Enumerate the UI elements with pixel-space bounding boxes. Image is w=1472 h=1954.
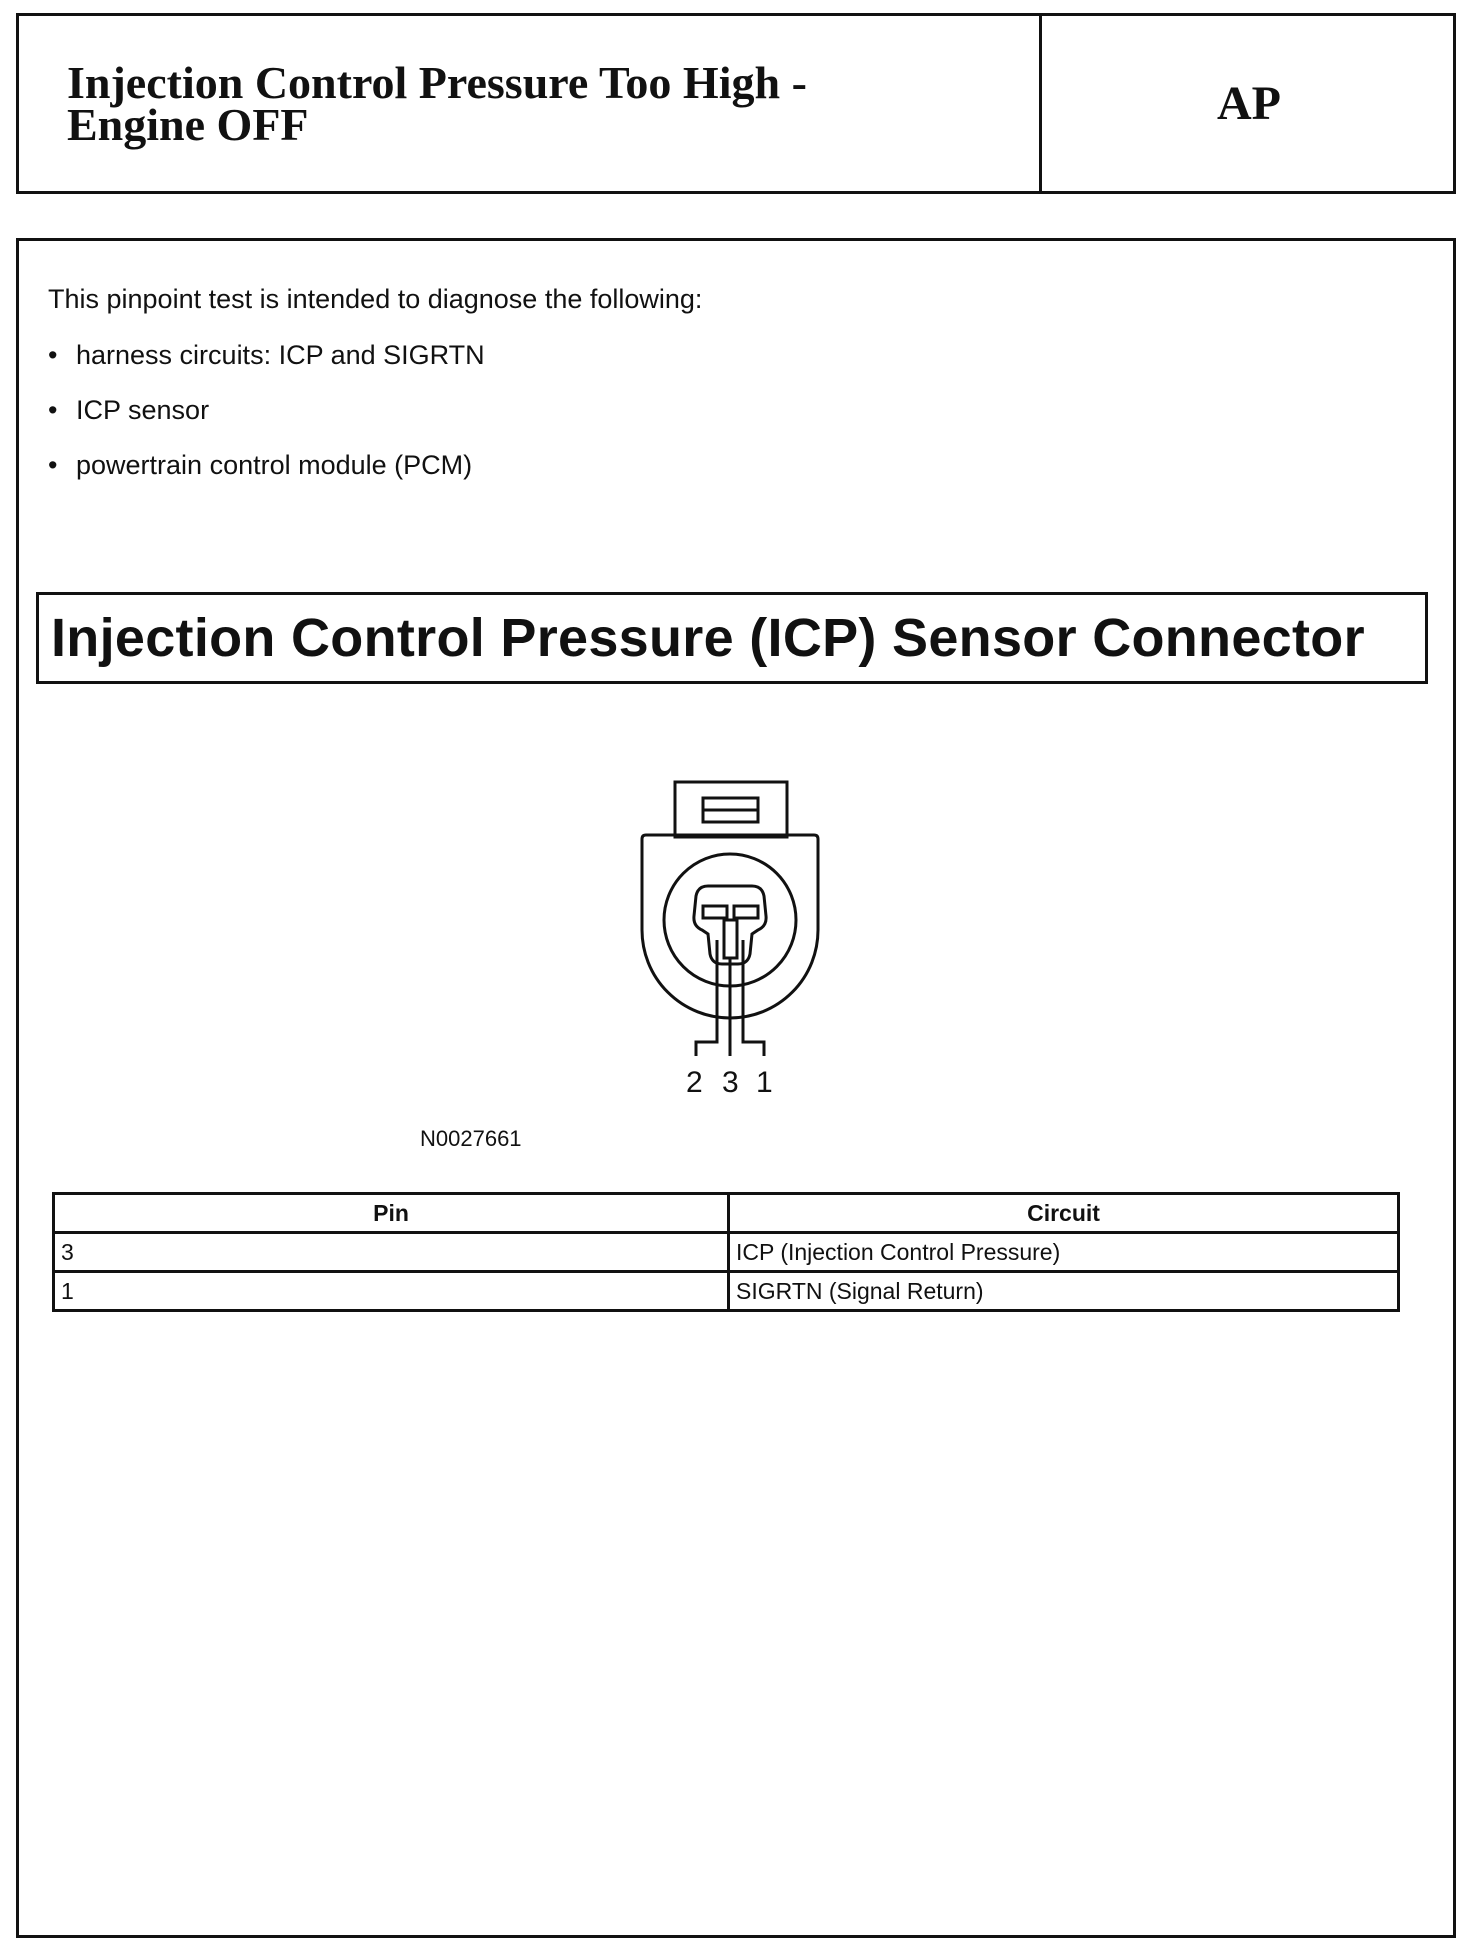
column-header-circuit: Circuit <box>729 1194 1399 1233</box>
bullet-icon: • <box>48 340 58 370</box>
pin-table <box>52 1192 1400 1312</box>
section-title: Injection Control Pressure (ICP) Sensor Connector <box>51 608 1365 668</box>
table-row <box>54 1233 1399 1272</box>
bullet-icon: • <box>48 395 58 425</box>
pin-cell: 1 <box>54 1272 729 1311</box>
column-header-pin: Pin <box>54 1194 729 1233</box>
test-code: AP <box>1217 77 1281 130</box>
list-item <box>48 448 485 503</box>
bullet-icon: • <box>48 450 58 480</box>
list-item-text: ICP sensor <box>76 395 210 425</box>
header-box <box>16 13 1456 194</box>
page-title: Injection Control Pressure Too High - Engine OFF <box>67 57 807 150</box>
pin-label-1: 1 <box>756 1066 773 1099</box>
list-item-text: powertrain control module (PCM) <box>76 450 473 480</box>
terminal-3 <box>724 920 737 958</box>
section-title-box <box>36 592 1428 684</box>
list-item <box>48 338 485 393</box>
terminal-2 <box>703 906 727 918</box>
list-item <box>48 393 485 448</box>
terminal-housing <box>694 886 766 964</box>
circuit-cell: SIGRTN (Signal Return) <box>729 1272 1399 1311</box>
connector-diagram <box>600 770 860 1110</box>
figure-id: N0027661 <box>420 1126 522 1151</box>
leader-line-2 <box>696 940 717 1056</box>
table-row <box>54 1272 1399 1311</box>
diagnosis-list <box>48 338 485 503</box>
intro-text: This pinpoint test is intended to diagnose the following: <box>48 284 703 314</box>
table-header-row <box>54 1194 1399 1233</box>
pin-label-2: 2 <box>686 1066 703 1099</box>
pin-cell: 3 <box>54 1233 729 1272</box>
list-item-text: harness circuits: ICP and SIGRTN <box>76 340 485 370</box>
circuit-cell: ICP (Injection Control Pressure) <box>729 1233 1399 1272</box>
leader-line-1 <box>743 940 764 1056</box>
pin-label-3: 3 <box>722 1066 739 1099</box>
terminal-1 <box>734 906 758 918</box>
